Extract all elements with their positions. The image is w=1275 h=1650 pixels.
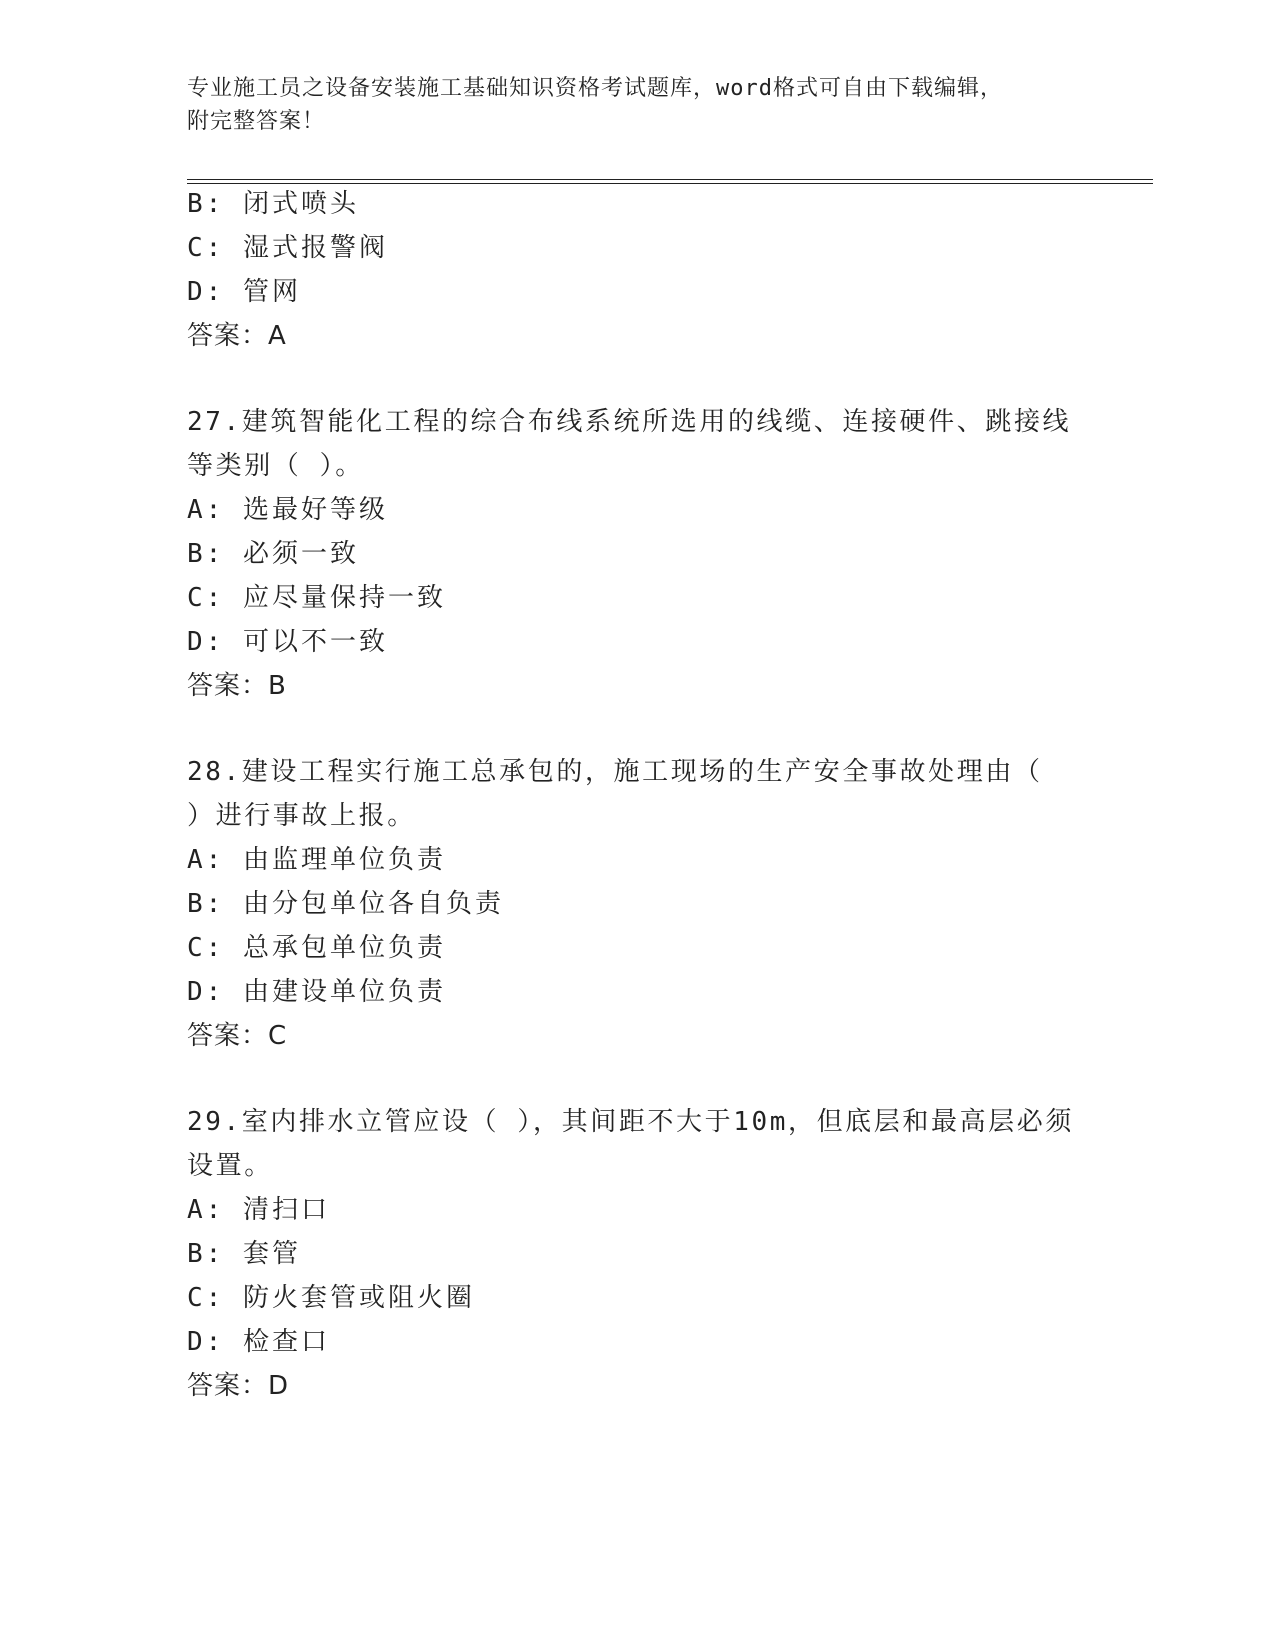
question-29-option-a: A: 清扫口 <box>187 1195 330 1225</box>
question-27-option-d: D: 可以不一致 <box>187 627 388 657</box>
header-line-2: 附完整答案！ <box>187 109 326 134</box>
document-header <box>187 72 1087 138</box>
question-29-option-b: B: 套管 <box>187 1239 301 1269</box>
header-divider-top <box>187 179 1153 180</box>
question-29-text-line-1: 29.室内排水立管应设（ ），其间距不大于10m，但底层和最高层必须 <box>187 1107 1074 1137</box>
prev-option-c: C: 湿式报警阀 <box>187 233 388 263</box>
question-27-option-c: C: 应尽量保持一致 <box>187 583 446 613</box>
question-29-text-line-2: 设置。 <box>187 1151 273 1181</box>
question-27-text-line-1: 27.建筑智能化工程的综合布线系统所选用的线缆、连接硬件、跳接线 <box>187 407 1072 437</box>
question-29-option-c: C: 防火套管或阻火圈 <box>187 1283 475 1313</box>
question-28-text-line-2: ）进行事故上报。 <box>187 801 416 831</box>
prev-option-d: D: 管网 <box>187 277 301 307</box>
header-divider-bottom <box>187 183 1153 184</box>
question-28-option-d: D: 由建设单位负责 <box>187 977 446 1007</box>
prev-answer: 答案：A <box>187 321 287 351</box>
question-29-answer: 答案：D <box>187 1371 290 1401</box>
question-28-option-a: A: 由监理单位负责 <box>187 845 446 875</box>
question-29-option-d: D: 检查口 <box>187 1327 330 1357</box>
question-27-text-line-2: 等类别（ ）。 <box>187 451 364 481</box>
prev-option-b: B: 闭式喷头 <box>187 189 359 219</box>
question-28-text-line-1: 28.建设工程实行施工总承包的，施工现场的生产安全事故处理由（ <box>187 757 1043 787</box>
question-28-option-b: B: 由分包单位各自负责 <box>187 889 504 919</box>
question-27-answer: 答案：B <box>187 671 287 701</box>
header-line-1: 专业施工员之设备安装施工基础知识资格考试题库，word格式可自由下载编辑， <box>187 76 1003 101</box>
question-28-answer: 答案：C <box>187 1021 288 1051</box>
question-27-option-a: A: 选最好等级 <box>187 495 388 525</box>
question-28-option-c: C: 总承包单位负责 <box>187 933 446 963</box>
question-27-option-b: B: 必须一致 <box>187 539 359 569</box>
